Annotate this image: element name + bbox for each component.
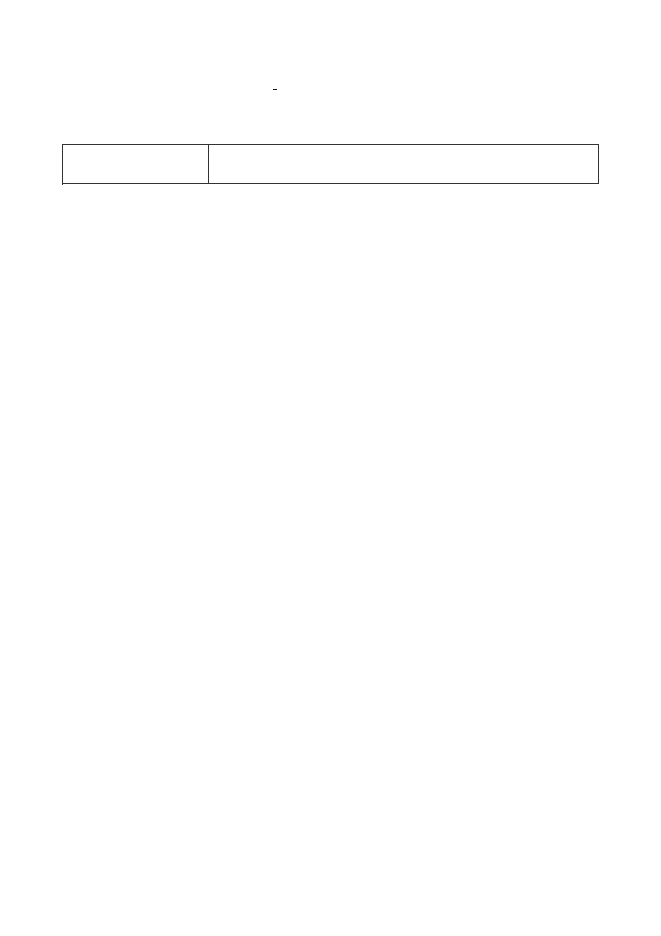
accuracy-table [62, 144, 599, 184]
col-header-carbon [63, 145, 209, 184]
page-content [62, 74, 599, 184]
group-header-norms [209, 145, 599, 184]
formula-expression [262, 88, 280, 91]
formula-a1 [62, 80, 599, 124]
formula-fraction [273, 88, 277, 91]
